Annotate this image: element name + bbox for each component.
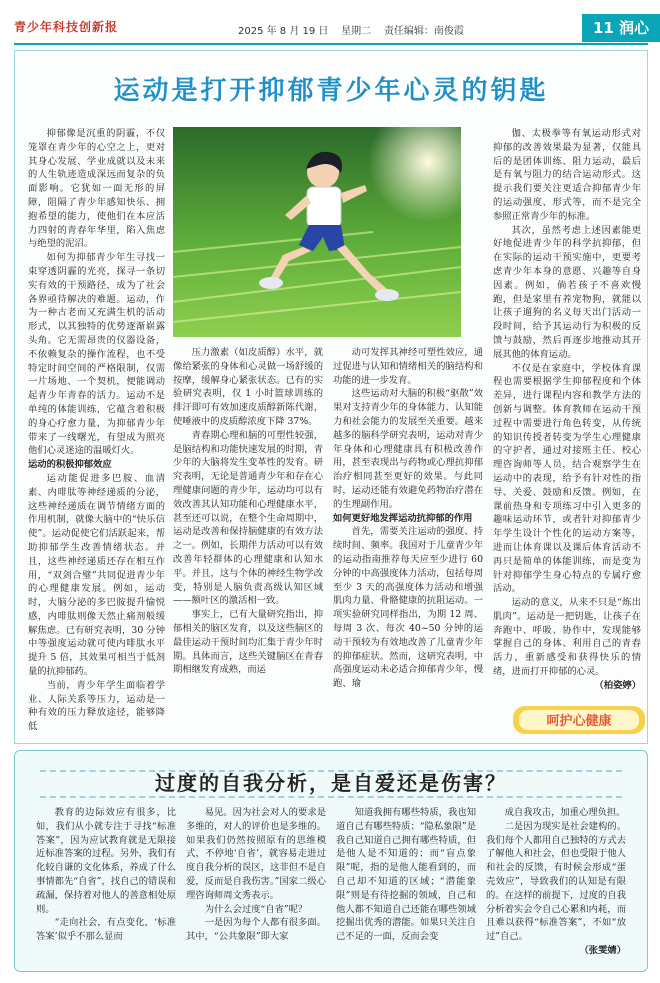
paragraph: 青春期心理和脑的可塑性较强，是脑结构和功能快速发展的时期，青少年的大脑将发生变革性的发育。研究表明，无论是普通青少年和存在心理健康问题的青少年，运动均可以有效改善其认知功能和心理健康水平，甚至还可以说，在整个生命周期中，运动是改善和保持脑健康的有效方法之一。例如，长期伴力活动可以有效改善年轻群体的心理健康和认知水平。并且，这与个体的神经生物学改变，特别是人脑负责高级认知区域——额叶区的激活相一致。 [173,429,323,607]
header-rule [14,43,648,45]
paragraph: 首先，需要关注运动的强度、持续时间、频率。我国对于儿童青少年的运动指南推荐每天应至少进行 60 分钟的中高强度体力活动，包括每周至少 3 天的高强度体力活动和增强肌肉力量、骨骼健康的抗阻运动。一项实验研究同样指出，为期 12 周、每周 3 次、每次 40~50 分钟的运动干预较为有效地改善了儿童青少年的抑郁症状。然而，这研究表明，中高强度运动未必适合抑郁青少年，慢跑、瑜 [333,526,483,690]
paragraph: 运动的意义，从来不只是“炼出肌肉”。运动是一把钥匙，让孩子在奔跑中、呼吸、协作中，发现能够掌握自己的身体、利用自己的青春活力，重新感受和获得快乐的情绪，进而打开抑郁的心灵。 [493,597,641,678]
paragraph: 教育的边际效应有很多，比如，我们从小就专注于寻找“标准答案”，因为应试教育就是无限接近标准答案的过程。另外，我们有化较自谦的文化体系，养成了什么事情都先“自省”，找自己的错误和疏漏，保持着对他人的善意相处原则。 [36,807,176,915]
article2-column-2 [186,806,326,966]
article-column-3 [333,346,483,741]
article2-column-3 [336,806,476,966]
column-logo [511,702,647,738]
paragraph: 压力激素（如皮质醇）水平，就像给紧张的身体和心灵做一场舒缓的按摩，缓解身心紧张状态。已有的实验研究表明，仅 1 小时篮球训练的排汗即可有效加速皮质醇新陈代谢，使唾液中的皮质醇浓度下降 37%。 [173,347,323,427]
article2-column-1 [36,806,176,966]
byline: （柏姿婷） [594,679,641,691]
paragraph: 动可发挥其神经可塑性效应，通过促进与认知和情绪相关的脑结构和功能的进一步发育。 [333,347,483,386]
article2-column-4 [486,806,626,966]
paragraph: 易见。因为社会对人的要求是多维的，对人的评价也是多维的。如果我们仍然按照原有的思维模式，不停地‘自省’，就容易走进过度自我分析的误区，这非但不是自爱，反而是自我伤害。”国家二级心理咨询师周文秀表示。 [186,807,326,901]
paragraph: 不仅是在家庭中，学校体育课程也需要根据学生抑郁程度和个体差异，进行课程内容和教学方法的创新与调整。体育教师在运动干预过程中需要进行角色转变，从传统的知识传授者转变为学生心理健康的守护者，通过对接班主任、校心理咨询师等人员，结合观察学生在运动中的表现，给予有针对性的指导、关爱、鼓励和反馈。例如，在课前热身和专项练习中引入更多的趣味运动环节，或者针对抑郁青少年学生设计个性化的运动方案等，进而让体育课以及课后体育活动不再只是简单的体能训练，而是变为针对抑郁学生身心特点的专属疗愈活动。 [493,362,641,595]
article-column-1 [28,127,165,741]
paragraph: 事实上，已有大量研究指出，抑郁相关的脑区发育，以及这些脑区的最佳运动干预时间均汇集于青少年时期。具体而言，这些关键脑区在青春期相继发育成熟，而运 [173,609,323,676]
dateline: 2025 年 8 月 19 日 星期二 责任编辑：南俊霞 [238,26,464,37]
paragraph: 二是因为现实是社会建构的。我们每个人都用自己独特的方式去了解他人和社会，但也受限于他人和社会的反馈，有时候会形成“蛋壳效应”，导致我们的认知是有限的。在这样的前提下，过度的自我分析着实会令自己心累和内耗，而且难以获得“标准答案”，不如“放过”自己。 [486,820,626,943]
page-section-tag: 11 润心 [582,14,660,42]
article-column-4 [493,127,641,697]
paragraph: 其次，虽然考虑上述因素能更好地促进青少年的科学抗抑郁，但在实际的运动干预实施中，更要考虑青少年本身的意愿、兴趣等自身因素。例如，倘若孩子不喜欢慢跑，但是家里有养宠物狗，就能以让孩子遛狗的名义每天出门活动一段时间，给予其运动行为积极的反馈与鼓励，然后再逐步地推动其开展其他的体育运动。 [493,224,641,360]
running-boy-illustration [173,127,461,337]
column-logo-text: 呵护心健康 [546,714,612,729]
paragraph: 成自我攻击，加重心理负担。 [504,807,626,818]
subheading: 运动的积极抑郁效应 [28,459,112,471]
article2-headline: 过度的自我分析，是自爱还是伤害？ [155,771,507,795]
paragraph: 知道我拥有哪些特质，我也知道自己有哪些特质；“隐私象限”是我自己知道自己拥有哪些特质，但是他人是不知道的；而“盲点象限”呢，指的是他人能看到的，而自己却不知道的区域；“潜能象限”则是有待挖掘的领域，自己和他人都不知道自己还能在哪些领域挖掘出优秀的潜能。如果只关注自己不足的一面，反而会变 [336,807,476,943]
subheading: 如何更好地发挥运动抗抑郁的作用 [333,512,473,524]
paragraph: 一是因为每个人都有很多面。其中，“公共象限”即大家 [186,917,326,943]
article-headline: 运动是打开抑郁青少年心灵的钥匙 [113,76,549,106]
article-column-2 [173,346,323,741]
masthead: 青少年科技创新报 [14,20,119,34]
paragraph: 运动能促进多巴胺、血清素、内啡肽等神经递质的分泌，这些神经递质在调节情绪方面的作用机制，就像大脑中的“快乐信使”。运动促使它们活跃起来，帮助抑郁学生改善情绪状态。并且，这些神经递质还存在相互作用，“双剑合璧”共同促进青少年的心理健康发展。例如，运动时，大脑分泌的多巴胺提升愉悦感，内啡肽则像天然止痛剂般缓解焦虑。已有研究表明，30 分钟中等强度运动就可使内啡肽水平提升 5 倍，其效果可相当于低剂量的抗抑郁药。 [28,472,165,678]
paragraph: “走向社会，有点变化，‘标准答案’似乎不那么显而 [36,917,176,943]
paragraph: 当前，青少年学生面临着学业、人际关系等压力，运动是一种有效的压力释放途径，能够降低 [28,679,165,733]
byline: （张雯婧） [579,944,626,956]
paragraph: 伽、太极拳等有氧运动形式对抑郁的改善效果最为显著，仅能具后的是团体训练、阻力运动，最后是有氧与阻力的结合运动形式。这提示我们要关注更适合抑郁青少年的运动强度、形式等，而不是完全参照正常青少年的标准。 [493,128,641,222]
paragraph: 这些运动对大脑的积极“驱散”效果对支持青少年的身体能力、认知能力和社会能力的发展至关重要。越来越多的脑科学研究表明，运动对青少年身体和心理健康具有积极改善作用，甚至表现出与药物或心理抗抑郁治疗相同甚至更好的效果。与此同时，运动还能有效避免药物治疗潜在的生理副作用。 [333,388,483,510]
paragraph: 抑郁像是沉重的阴霾，不仅笼罩在青少年的心空之上，更对其身心发展、学业成就以及未来的人生轨迹造成深远而复杂的负面影响。它犹如一面无形的屏障，阻隔了青少年感知快乐、拥抱希望的能力，使他们在本应活力四射的青春年华里，陷入焦虑与绝望的泥沼。 [28,128,165,250]
paragraph: 如何为抑郁青少年生寻找一束穿透阴霾的光亮，探寻一条切实有效的干预路径，成为了社会各界亟待解决的难题。运动，作为一种古老而又充满生机的活动形式，以其独特的优势逐渐崭露头角。它无需昂贵的仪器设备，不依赖复杂的操作流程，也不受特定时间空间的严格限制，仅需一片场地、一个契机，便能调动起青少年青春的活力。运动不是单纯的体能训练，它蕴含着积极的身心疗愈力量，为抑郁青少年带来了一线曙光，有望成为照亮他们心灵迷途的温暖灯火。 [28,252,165,457]
paragraph: 为什么会过度“自省”呢？ [204,903,308,915]
page-header [0,0,660,44]
